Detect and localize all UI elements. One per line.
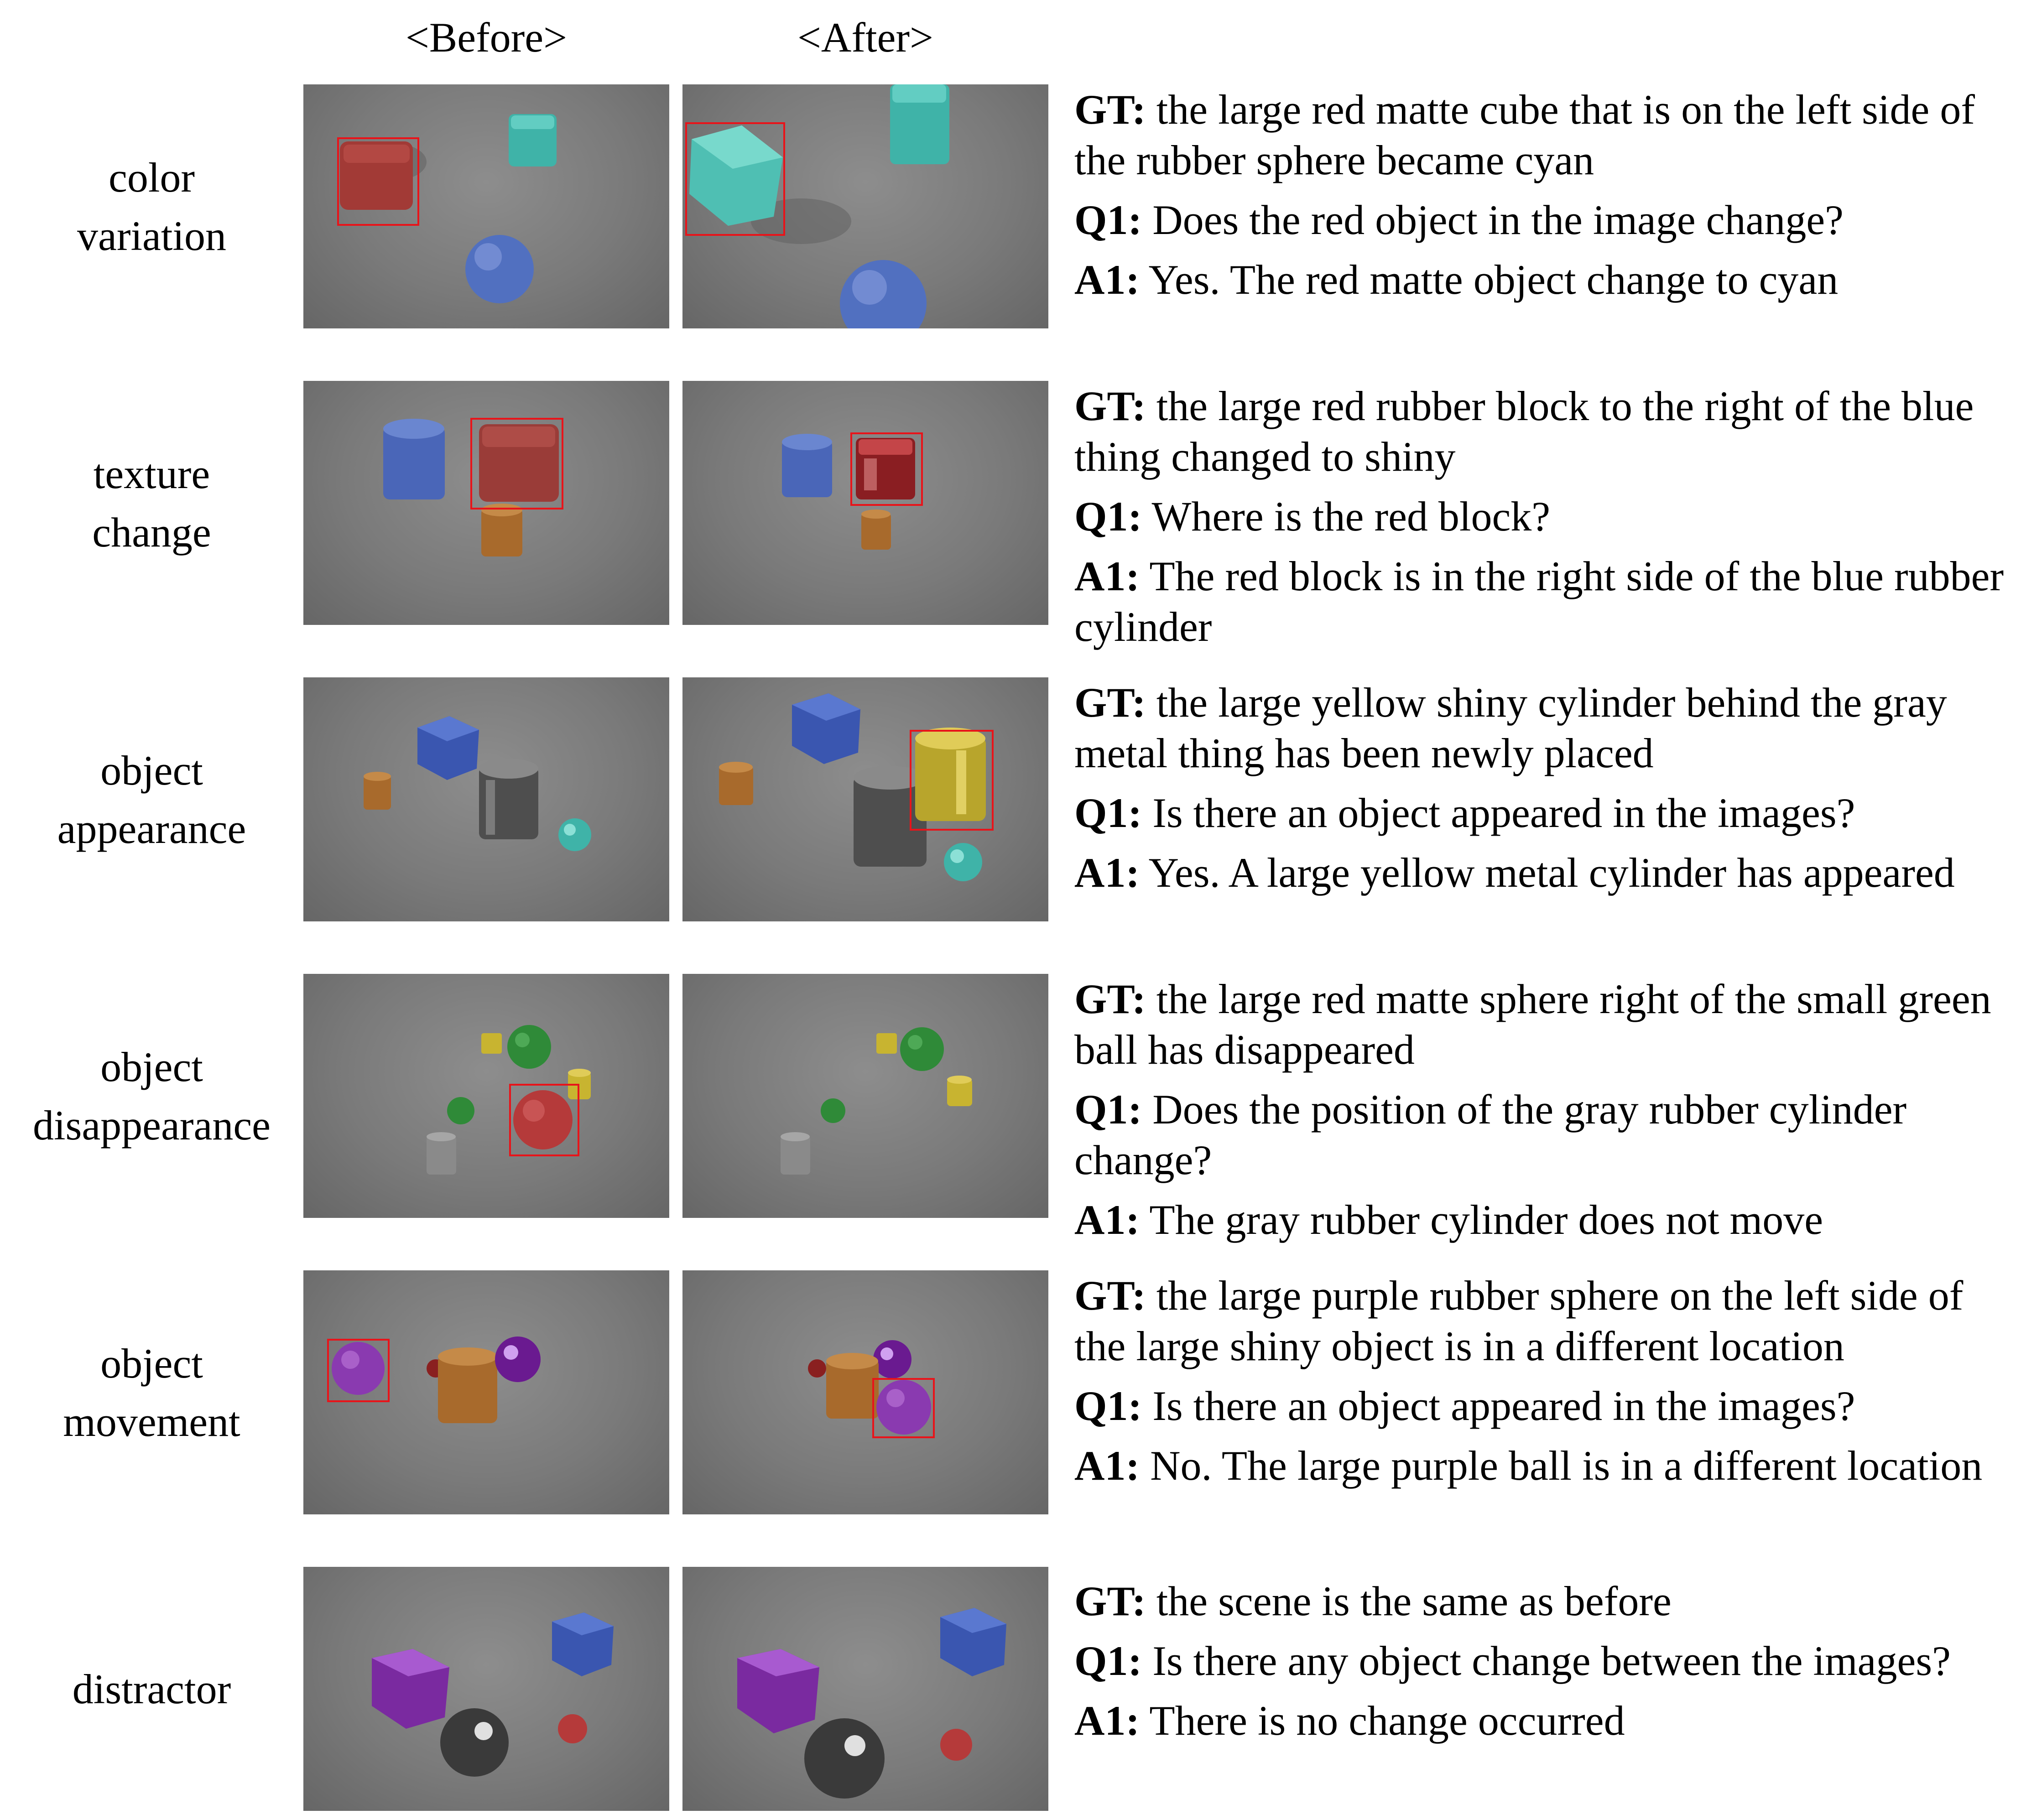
q1-line [1074,491,2019,542]
scene-render [682,84,1048,328]
a1-text: Yes. A large yellow metal cylinder has appeared [1148,849,1955,896]
scene-render [303,381,669,625]
gt-prefix: GT: [1074,1272,1146,1319]
before-scene-image [303,677,669,921]
q1-line [1074,788,2019,838]
row-label-line: object [100,747,203,794]
qa-block [1074,381,2019,650]
gt-prefix: GT: [1074,383,1146,429]
a1-prefix: A1: [1074,1697,1140,1744]
a1-text: The gray rubber cylinder does not move [1149,1196,1823,1243]
before-column-header: <Before> [405,14,568,61]
row-label-line: variation [77,212,226,259]
gt-line [1074,1270,2019,1372]
example-row-texture-change [0,381,2026,650]
a1-text: No. The large purple ball is in a different location [1150,1442,1983,1489]
row-label [0,1567,303,1811]
a1-text: Yes. The red matte object change to cyan [1148,256,1839,303]
example-row-object-disappearance [0,974,2026,1243]
qa-block [1074,1270,2019,1514]
row-label-line: object [100,1340,203,1387]
after-scene-image [682,1270,1048,1514]
a1-line [1074,255,2019,305]
scene-render [303,1567,669,1811]
example-row-color-variation [0,84,2026,328]
q1-text: Is there an object appeared in the images? [1152,1383,1855,1429]
row-label [0,84,303,328]
scene-render [303,974,669,1218]
a1-prefix: A1: [1074,256,1140,303]
after-scene-image [682,1567,1048,1811]
gt-text: the large purple rubber sphere on the left side of the large shiny object is in a different location [1074,1272,1964,1369]
q1-prefix: Q1: [1074,1086,1142,1133]
after-scene-image [682,381,1048,625]
before-scene-image [303,84,669,328]
row-label [0,1270,303,1514]
a1-line [1074,848,2019,898]
before-scene-image [303,1567,669,1811]
scene-render [682,677,1048,921]
row-label-line: object [100,1043,203,1090]
a1-text: There is no change occurred [1149,1697,1625,1744]
before-scene-image [303,381,669,625]
row-label-line: disappearance [32,1102,271,1149]
gt-text: the large yellow shiny cylinder behind the gray metal thing has been newly placed [1074,679,1947,776]
after-scene-image [682,677,1048,921]
qa-block [1074,1567,2019,1820]
gt-text: the large red matte cube that is on the left side of the rubber sphere became cyan [1074,86,1975,183]
q1-line [1074,195,2019,245]
scene-render [682,1270,1048,1514]
q1-prefix: Q1: [1074,197,1142,243]
q1-text: Where is the red block? [1151,493,1551,540]
scene-render [303,677,669,921]
scene-render [682,974,1048,1218]
a1-prefix: A1: [1074,1442,1140,1489]
row-label-line: appearance [57,805,246,852]
gt-prefix: GT: [1074,679,1146,726]
row-label [0,677,303,921]
a1-line [1074,551,2019,652]
before-scene-image [303,1270,669,1514]
qa-block [1074,974,2019,1243]
example-row-distractor [0,1567,2026,1811]
before-scene-image [303,974,669,1218]
q1-prefix: Q1: [1074,1383,1142,1429]
row-label-line: texture [93,450,210,497]
gt-text: the large red rubber block to the right of the blue thing changed to shiny [1074,383,1974,480]
example-row-object-appearance [0,677,2026,921]
q1-line [1074,1084,2019,1186]
q1-text: Does the position of the gray rubber cylinder change? [1074,1086,1907,1183]
q1-line [1074,1636,2019,1686]
gt-line [1074,84,2019,186]
gt-line [1074,677,2019,779]
row-label [0,974,303,1218]
scene-render [682,381,1048,625]
gt-line [1074,974,2019,1075]
a1-line [1074,1440,2019,1491]
qa-block [1074,84,2019,328]
a1-prefix: A1: [1074,1196,1140,1243]
gt-prefix: GT: [1074,976,1146,1022]
after-column-header: <After> [797,14,933,61]
row-label-line: distractor [72,1665,231,1712]
gt-line [1074,1576,2019,1627]
q1-text: Is there any object change between the images? [1152,1638,1951,1684]
a1-prefix: A1: [1074,553,1140,599]
row-label-line: movement [63,1398,240,1445]
q1-line [1074,1381,2019,1431]
after-scene-image [682,84,1048,328]
a1-prefix: A1: [1074,849,1140,896]
q1-text: Is there an object appeared in the images? [1152,790,1855,836]
example-row-object-movement [0,1270,2026,1514]
after-scene-image [682,974,1048,1218]
q1-prefix: Q1: [1074,493,1142,540]
scene-render [303,84,669,328]
gt-prefix: GT: [1074,86,1146,133]
q1-text: Does the red object in the image change? [1152,197,1844,243]
scene-render [303,1270,669,1514]
a1-line [1074,1695,2019,1746]
scene-render [682,1567,1048,1811]
gt-prefix: GT: [1074,1578,1146,1624]
row-label-line: change [92,509,211,556]
qa-block [1074,677,2019,921]
a1-text: The red block is in the right side of the blue rubber cylinder [1074,553,2004,650]
gt-text: the scene is the same as before [1156,1578,1672,1624]
q1-prefix: Q1: [1074,1638,1142,1684]
gt-text: the large red matte sphere right of the small green ball has disappeared [1074,976,1991,1073]
row-label-line: color [108,154,195,201]
a1-line [1074,1195,2019,1245]
q1-prefix: Q1: [1074,790,1142,836]
row-label [0,381,303,625]
gt-line [1074,381,2019,482]
